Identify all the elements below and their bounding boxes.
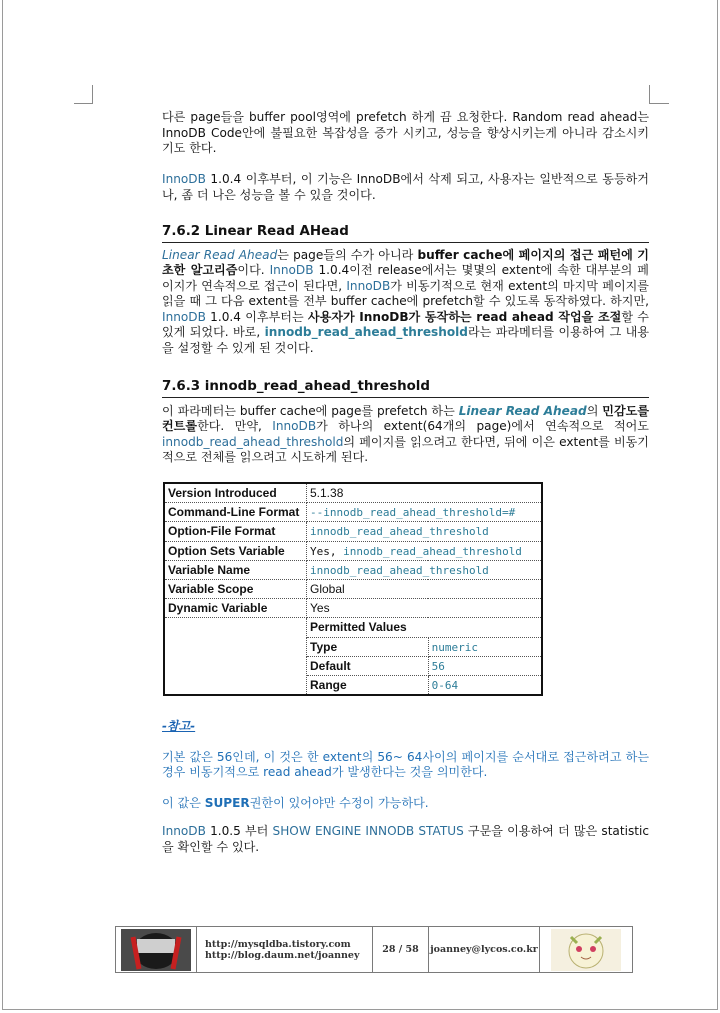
parameter-name: innodb_read_ahead_threshold	[264, 325, 468, 339]
empty-cell	[164, 618, 307, 695]
author-avatar-left	[116, 927, 197, 972]
paragraph-text: 1.0.4 이후부터, 이 기능은 InnoDB에서 삭제 되고, 사용자는 일반적으로 동등하거나, 좀 더 나은 성능을 볼 수 있을 것이다.	[162, 172, 649, 202]
innodb-term: InnoDB	[162, 309, 206, 324]
innodb-term: InnoDB	[346, 278, 391, 293]
crop-mark-right-horizontal	[649, 103, 669, 104]
innodb-term: InnoDB	[162, 824, 206, 838]
table-row	[164, 522, 542, 541]
paragraph-text: 다른 page들을 buffer pool영역에 prefetch 하게 끔 요청한다. Random read ahead는 InnoDB Code안에 불필요한 복잡성을 증가 시키고, 성능을 향상시키는게 아니라 감소시키기도 한다.	[162, 110, 649, 155]
option-table	[163, 482, 543, 696]
text-run: 권한이 있어야만 수정이 가능하다.	[249, 795, 429, 810]
blog-link-tistory[interactable]: http://mysqldba.tistory.com	[205, 938, 351, 950]
footer-links	[197, 927, 373, 972]
text-run: 할 수 있게 되었다. 바로,	[162, 309, 649, 339]
row-key: Dynamic Variable	[164, 599, 307, 618]
text-run: 는 page들의 수가 아니라	[277, 247, 418, 262]
permitted-values-header: Permitted Values	[307, 618, 543, 637]
text-run: 구문을 이용하여 더 많은 statistic을 확인할 수 있다.	[162, 824, 649, 854]
paragraph-random-read-ahead	[162, 110, 649, 157]
paragraph-innodb-removed	[162, 172, 649, 203]
text-run: 의 페이지를 읽으려고 한다면, 뒤에 이은 extent를 비동기적으로 전체를 읽으려고 시도하게 된다.	[162, 434, 649, 464]
emphasis-text: 사용자가 InnoDB가 동작하는 read ahead 작업을 조절	[307, 309, 622, 324]
table-row	[164, 579, 542, 598]
note-heading: -참고-	[162, 719, 196, 733]
author-email[interactable]: joanney@lycos.co.kr	[429, 927, 540, 972]
permitted-value: 56	[431, 659, 445, 673]
parameter-name: innodb_read_ahead_threshold	[162, 434, 344, 449]
innodb-term: InnoDB	[269, 263, 314, 277]
row-value-prefix: Yes,	[310, 544, 344, 558]
linear-read-ahead-term: Linear Read Ahead	[458, 403, 587, 418]
text-run: 한다. 만약,	[197, 419, 273, 433]
linear-read-ahead-term: Linear Read Ahead	[162, 247, 278, 262]
table-row	[164, 541, 542, 560]
row-key: Option-File Format	[164, 522, 307, 541]
row-value: innodb_read_ahead_threshold	[310, 525, 489, 539]
innodb-term: InnoDB	[162, 172, 206, 186]
section-7-6-2	[162, 224, 649, 356]
section-heading-7-6-3: 7.6.3 innodb_read_ahead_threshold	[162, 379, 649, 398]
table-row	[164, 483, 542, 503]
table-row	[164, 560, 542, 579]
row-key: Command-Line Format	[164, 503, 307, 522]
text-run: 1.0.4 이후부터는	[205, 309, 308, 324]
row-key: Variable Scope	[164, 579, 307, 598]
crop-mark-right-vertical	[649, 85, 650, 103]
permitted-value: 0-64	[431, 678, 459, 692]
blog-link-daum[interactable]: http://blog.daum.net/joanney	[205, 949, 360, 961]
row-key: Variable Name	[164, 560, 307, 579]
text-run: 이 값은	[162, 795, 205, 810]
paragraph-innodb-status	[162, 824, 649, 855]
row-key: Option Sets Variable	[164, 541, 307, 560]
page-footer	[115, 926, 633, 973]
permitted-key: Type	[307, 637, 429, 656]
text-run: 이 파라메터는 buffer cache에 page를 prefetch 하는	[162, 403, 459, 418]
emphasis-text: buffer cache에 페이지의 접근 패턴에 기초한 알고리즘	[162, 247, 649, 277]
row-value: 5.1.38	[307, 483, 543, 503]
command-name: SHOW ENGINE INNODB STATUS	[272, 824, 464, 838]
text-run: 1.0.4이전 release에서는 몇몇의 extent에 속한 대부분의 페이지가 연속적으로 접근이 된다면,	[162, 263, 649, 293]
row-value: innodb_read_ahead_threshold	[310, 563, 489, 577]
row-value: innodb_read_ahead_threshold	[343, 544, 522, 558]
page-number: 28 / 58	[373, 927, 429, 972]
crop-mark-left-vertical	[92, 85, 93, 103]
crop-mark-left-horizontal	[74, 103, 93, 104]
text-run: 라는 파라메터를 이용하여 그 내용을 설정할 수 있게 된 것이다.	[162, 325, 650, 355]
table-row	[164, 599, 542, 618]
note-text: 기본 값은 56인데, 이 것은 한 extent의 56~ 64사이의 페이지를 순서대로 접근하려고 하는 경우 비동기적으로 read ahead가 발생한다는 것을 의미한다.	[162, 749, 649, 779]
permitted-value: numeric	[431, 640, 478, 654]
text-run: 이다.	[237, 263, 270, 277]
emphasis-text: 민감도를 컨트롤	[162, 403, 650, 433]
row-value: Global	[307, 579, 543, 598]
table-row	[164, 503, 542, 522]
row-value: --innodb_read_ahead_threshold=#	[310, 506, 516, 520]
innodb-term: InnoDB	[272, 419, 317, 433]
note-section	[162, 719, 649, 811]
table-row	[164, 618, 542, 637]
row-value: Yes	[307, 599, 543, 618]
permitted-key: Range	[307, 675, 429, 695]
text-run: 1.0.5 부터	[205, 824, 273, 838]
dark-character-icon	[121, 929, 191, 971]
section-7-6-3	[162, 379, 649, 466]
permitted-key: Default	[307, 656, 429, 675]
row-key: Version Introduced	[164, 483, 307, 503]
text-run: 가 비동기적으로 현재 extent의 마지막 페이지를 읽을 때 그 다음 extent를 전부 buffer cache에 prefetch할 수 있도록 동작하였다. 하지만,	[162, 278, 649, 308]
cartoon-character-icon	[551, 929, 621, 971]
section-heading-7-6-2: 7.6.2 Linear Read AHead	[162, 224, 649, 243]
author-avatar-right	[540, 927, 632, 972]
text-run: 가 하나의 extent(64개의 page)에서 연속적으로 적어도	[316, 419, 649, 433]
super-privilege: SUPER	[204, 795, 250, 810]
text-run: 의	[586, 403, 603, 418]
